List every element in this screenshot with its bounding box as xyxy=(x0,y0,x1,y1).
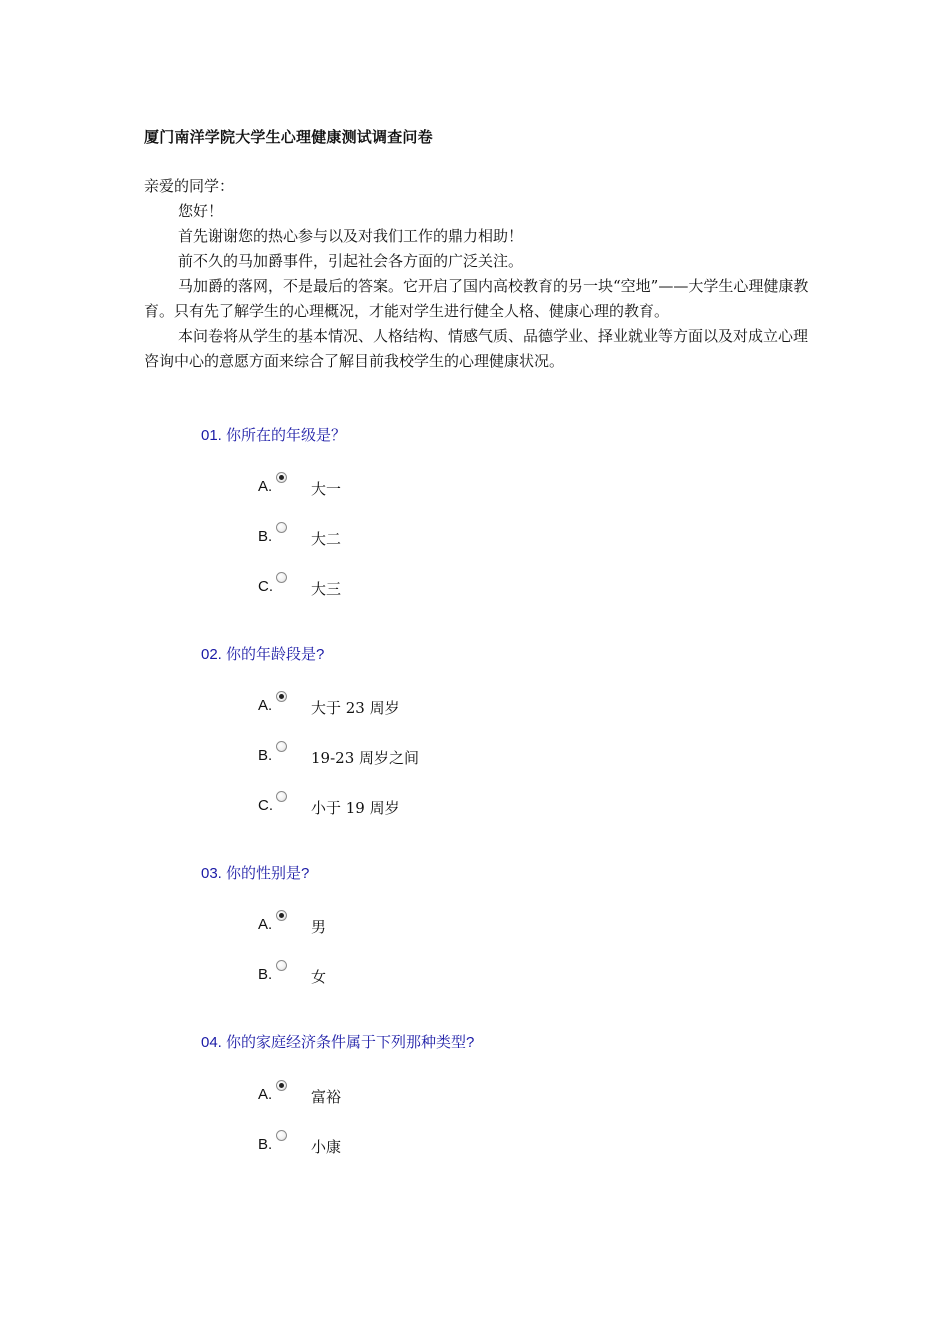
option-label: 19-23 周岁之间 xyxy=(311,749,420,767)
intro-paragraph: 马加爵的落网，不是最后的答案。它开启了国内高校教育的另一块“空地”——大学生心理健康教育。只有先了解学生的心理概况，才能对学生进行健全人格、健康心理的教育。 xyxy=(144,277,809,320)
option-letter: B. xyxy=(258,966,273,983)
option-label: 大一 xyxy=(311,480,342,498)
q1-option-b[interactable] xyxy=(258,522,658,546)
option-letter: B. xyxy=(258,528,273,545)
q4-option-b[interactable] xyxy=(258,1130,658,1154)
intro-section xyxy=(144,174,814,374)
option-letter: A. xyxy=(258,916,273,933)
radio-button[interactable] xyxy=(276,691,287,702)
option-letter: A. xyxy=(258,1086,273,1103)
radio-button[interactable] xyxy=(276,741,287,752)
intro-paragraph: 首先谢谢您的热心参与以及对我们工作的鼎力相助！ xyxy=(178,227,524,245)
option-label: 大于 23 周岁 xyxy=(311,699,400,717)
question-04-label: 04. 你的家庭经济条件属于下列那种类型? xyxy=(201,1034,475,1051)
question-01-label: 01. 你所在的年级是？ xyxy=(201,427,347,444)
option-label: 女 xyxy=(311,968,327,986)
question-03-label: 03. 你的性别是? xyxy=(201,865,310,882)
radio-button[interactable] xyxy=(276,1080,287,1091)
option-letter: C. xyxy=(258,578,273,595)
intro-paragraph: 您好！ xyxy=(178,202,224,220)
option-label: 小于 19 周岁 xyxy=(311,799,400,817)
q2-option-a[interactable] xyxy=(258,691,658,715)
radio-button[interactable] xyxy=(276,522,287,533)
radio-button[interactable] xyxy=(276,791,287,802)
option-letter: A. xyxy=(258,697,273,714)
intro-paragraph: 本问卷将从学生的基本情况、人格结构、情感气质、品德学业、择业就业等方面以及对成立心理咨询中心的意愿方面来综合了解目前我校学生的心理健康状况。 xyxy=(144,327,809,370)
page-title: 厦门南洋学院大学生心理健康测试调查问卷 xyxy=(144,128,433,146)
radio-button[interactable] xyxy=(276,960,287,971)
q4-option-a[interactable] xyxy=(258,1080,658,1104)
option-letter: A. xyxy=(258,478,273,495)
q1-option-a[interactable] xyxy=(258,472,658,496)
option-label: 大二 xyxy=(311,530,342,548)
intro-greeting: 亲爱的同学： xyxy=(144,177,235,195)
q2-option-c[interactable] xyxy=(258,791,658,815)
option-label: 男 xyxy=(311,918,327,936)
option-label: 小康 xyxy=(311,1138,342,1156)
q2-option-b[interactable] xyxy=(258,741,658,765)
q3-option-b[interactable] xyxy=(258,960,658,984)
option-letter: C. xyxy=(258,797,273,814)
intro-paragraph: 前不久的马加爵事件，引起社会各方面的广泛关注。 xyxy=(178,252,524,270)
q1-option-c[interactable] xyxy=(258,572,658,596)
option-letter: B. xyxy=(258,1136,273,1153)
q3-option-a[interactable] xyxy=(258,910,658,934)
radio-button[interactable] xyxy=(276,472,287,483)
radio-button[interactable] xyxy=(276,572,287,583)
option-letter: B. xyxy=(258,747,273,764)
question-02-label: 02. 你的年龄段是? xyxy=(201,646,325,663)
radio-button[interactable] xyxy=(276,910,287,921)
option-label: 大三 xyxy=(311,580,342,598)
option-label: 富裕 xyxy=(311,1088,342,1106)
radio-button[interactable] xyxy=(276,1130,287,1141)
